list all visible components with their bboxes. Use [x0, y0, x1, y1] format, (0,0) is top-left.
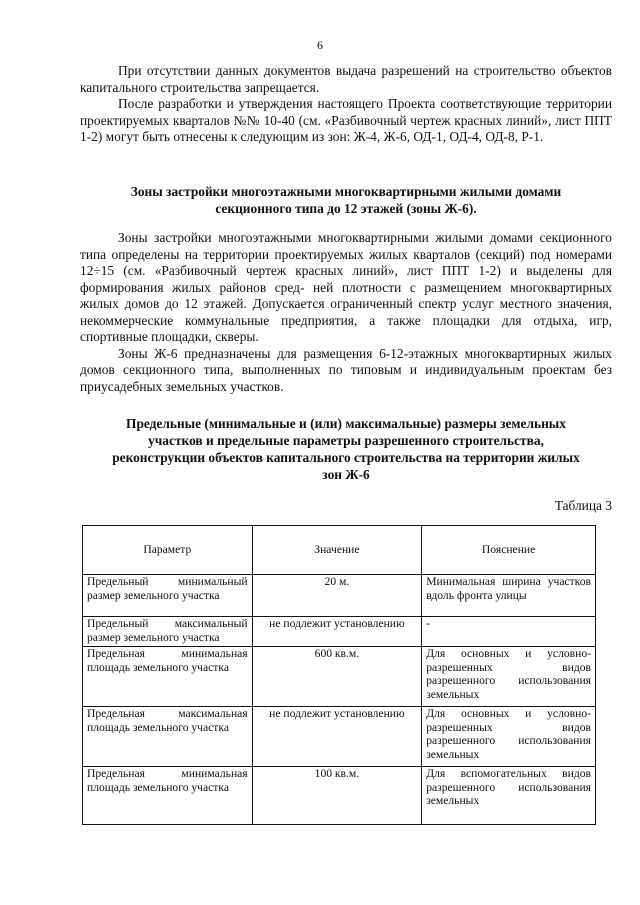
value-text: 100 кв.м.	[314, 767, 360, 781]
heading-line: Предельные (минимальные и (или) максимальные) размеры земельных	[126, 416, 566, 431]
param-cell	[83, 707, 253, 767]
heading-line: секционного типа до 12 этажей (зоны Ж-6).	[215, 201, 477, 216]
param-text: Предельная максимальная площадь земельного участка	[87, 707, 248, 734]
paragraph: После разработки и утверждения настоящего Проекта соответствующие территории проектируемых кварталов №№ 10-40 (см. «Разбивочный чертеж красных линий», лист ППТ 1-2) могут быть отнесены к следующим из зон: Ж-4, Ж-6, ОД-1, ОД-4, ОД-8, Р-1.	[80, 96, 612, 144]
value-cell	[252, 575, 422, 617]
heading-line: реконструкции объектов капитального строительства на территории жилых	[112, 450, 580, 465]
value-text: 20 м.	[324, 575, 350, 588]
table-row	[83, 707, 596, 767]
value-cell	[252, 647, 422, 707]
param-text: Предельная минимальная площадь земельного участка	[87, 767, 248, 794]
note-text: Для вспомогательных видов разрешенного использования земельных	[426, 767, 591, 808]
paragraph: Зоны застройки многоэтажными многоквартирными жилыми домами секционного типа определены на территории проектируемых жилых кварталов (секций) под номерами 12÷15 (см. «Разбивочный чертеж красных линий», лист ППТ 1-2) и выделены для формирования жилых районов сред- ней плотности с размещением многоквартирных жилых домов до 12 этажей. Допускается ограниченный спектр услуг местного значения, некоммерческие коммунальные предприятия, а также площадки для отдыха, игр, спортивные площадки, скверы.	[80, 230, 612, 344]
value-cell	[252, 767, 422, 825]
section-heading	[80, 183, 612, 217]
value-text: 600 кв.м.	[314, 647, 360, 661]
heading-line: зон Ж-6	[322, 467, 370, 482]
note-text: -	[426, 617, 431, 630]
paragraph: Зоны Ж-6 предназначены для размещения 6-12-этажных многоквартирных жилых домов секционного типа, выполненных по типовым и индивидуальным проектам без приусадебных земельных участков.	[80, 345, 612, 394]
note-cell	[422, 575, 596, 617]
paragraph: При отсутствии данных документов выдача разрешений на строительство объектов капитального строительства запрещается.	[80, 63, 612, 95]
value-cell	[252, 617, 422, 647]
heading-line: участков и предельные параметры разрешенного строительства,	[148, 433, 544, 448]
param-cell	[83, 767, 253, 825]
note-text: Минимальная ширина участков вдоль фронта улицы	[426, 575, 591, 602]
param-text: Предельный максимальный размер земельного участка	[87, 617, 248, 644]
intro-text	[80, 63, 612, 146]
table-heading	[80, 415, 612, 483]
table-row	[83, 647, 596, 707]
param-cell	[83, 575, 253, 617]
table-row	[83, 575, 596, 617]
table-label: Таблица 3	[554, 498, 612, 513]
value-text: не подлежит установлению	[269, 707, 405, 721]
note-cell	[422, 617, 596, 647]
table-row	[83, 767, 596, 825]
note-cell	[422, 767, 596, 825]
param-cell	[83, 647, 253, 707]
param-text: Предельная минимальная площадь земельного участка	[87, 647, 248, 674]
section-text	[80, 230, 612, 395]
param-cell	[83, 617, 253, 647]
table-row	[83, 617, 596, 647]
column-header: Параметр	[83, 526, 253, 575]
note-cell	[422, 647, 596, 707]
note-text: Для основных и условно-разрешенных видов разрешенного использования земельных	[426, 647, 591, 701]
value-cell	[252, 707, 422, 767]
value-text: не подлежит установлению	[269, 617, 405, 630]
page-number: 6	[317, 38, 323, 52]
parameters-table	[82, 525, 596, 825]
table-header-row	[83, 526, 596, 575]
column-header: Пояснение	[422, 526, 596, 575]
note-text: Для основных и условно-разрешенных видов разрешенного использования земельных	[426, 707, 591, 761]
heading-line: Зоны застройки многоэтажными многоквартирными жилыми домами	[130, 184, 562, 199]
param-text: Предельный минимальный размер земельного участка	[87, 575, 248, 602]
note-cell	[422, 707, 596, 767]
column-header: Значение	[252, 526, 422, 575]
